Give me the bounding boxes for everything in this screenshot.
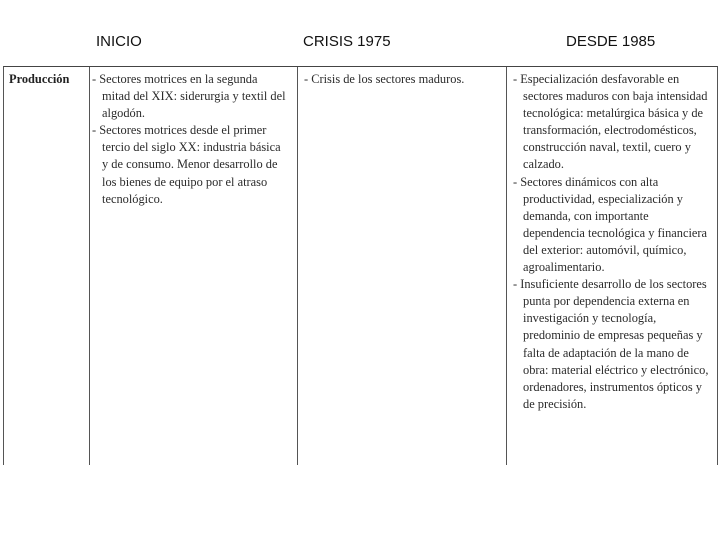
inicio-item-2: - Sectores motrices desde el primer tercio del siglo XX: industria básica y de consumo. Menor desarrollo de los bienes de equipo por el atraso tecnológico.	[92, 123, 281, 206]
header-desde-1985: DESDE 1985	[566, 33, 656, 50]
divider-2	[297, 67, 298, 465]
desde-item-1: - Especialización desfavorable en sectores maduros con baja intensidad tecnológica: metalúrgica básica y de transformación, electrodomésticos, construcción naval, textil, cuero y calzado.	[513, 72, 708, 172]
desde-item-3: - Insuficiente desarrollo de los sectores punta por dependencia externa en investigación y tecnología, predominio de empresas pequeñas y falta de adaptación de la mano de obra: material eléctrico y electrónico, ordenadores, instrumentos ópticos y de precisión.	[513, 277, 709, 411]
divider-1	[89, 67, 90, 465]
header-inicio: INICIO	[96, 33, 142, 50]
cell-desde	[513, 71, 713, 413]
desde-item-2: - Sectores dinámicos con alta productividad, especialización y demanda, con importante dependencia tecnológica y financiera del exterior: automóvil, químico, agroalimentario.	[513, 174, 708, 275]
cell-crisis	[304, 71, 500, 88]
production-table	[3, 66, 718, 465]
divider-3	[506, 67, 507, 465]
row-label-produccion: Producción	[9, 72, 70, 86]
header-crisis-1975: CRISIS 1975	[303, 33, 391, 50]
crisis-item-1: - Crisis de los sectores maduros.	[304, 72, 465, 86]
cell-inicio	[92, 71, 288, 208]
inicio-item-1: - Sectores motrices en la segunda mitad del XIX: siderurgia y textil del algodón.	[92, 72, 286, 121]
